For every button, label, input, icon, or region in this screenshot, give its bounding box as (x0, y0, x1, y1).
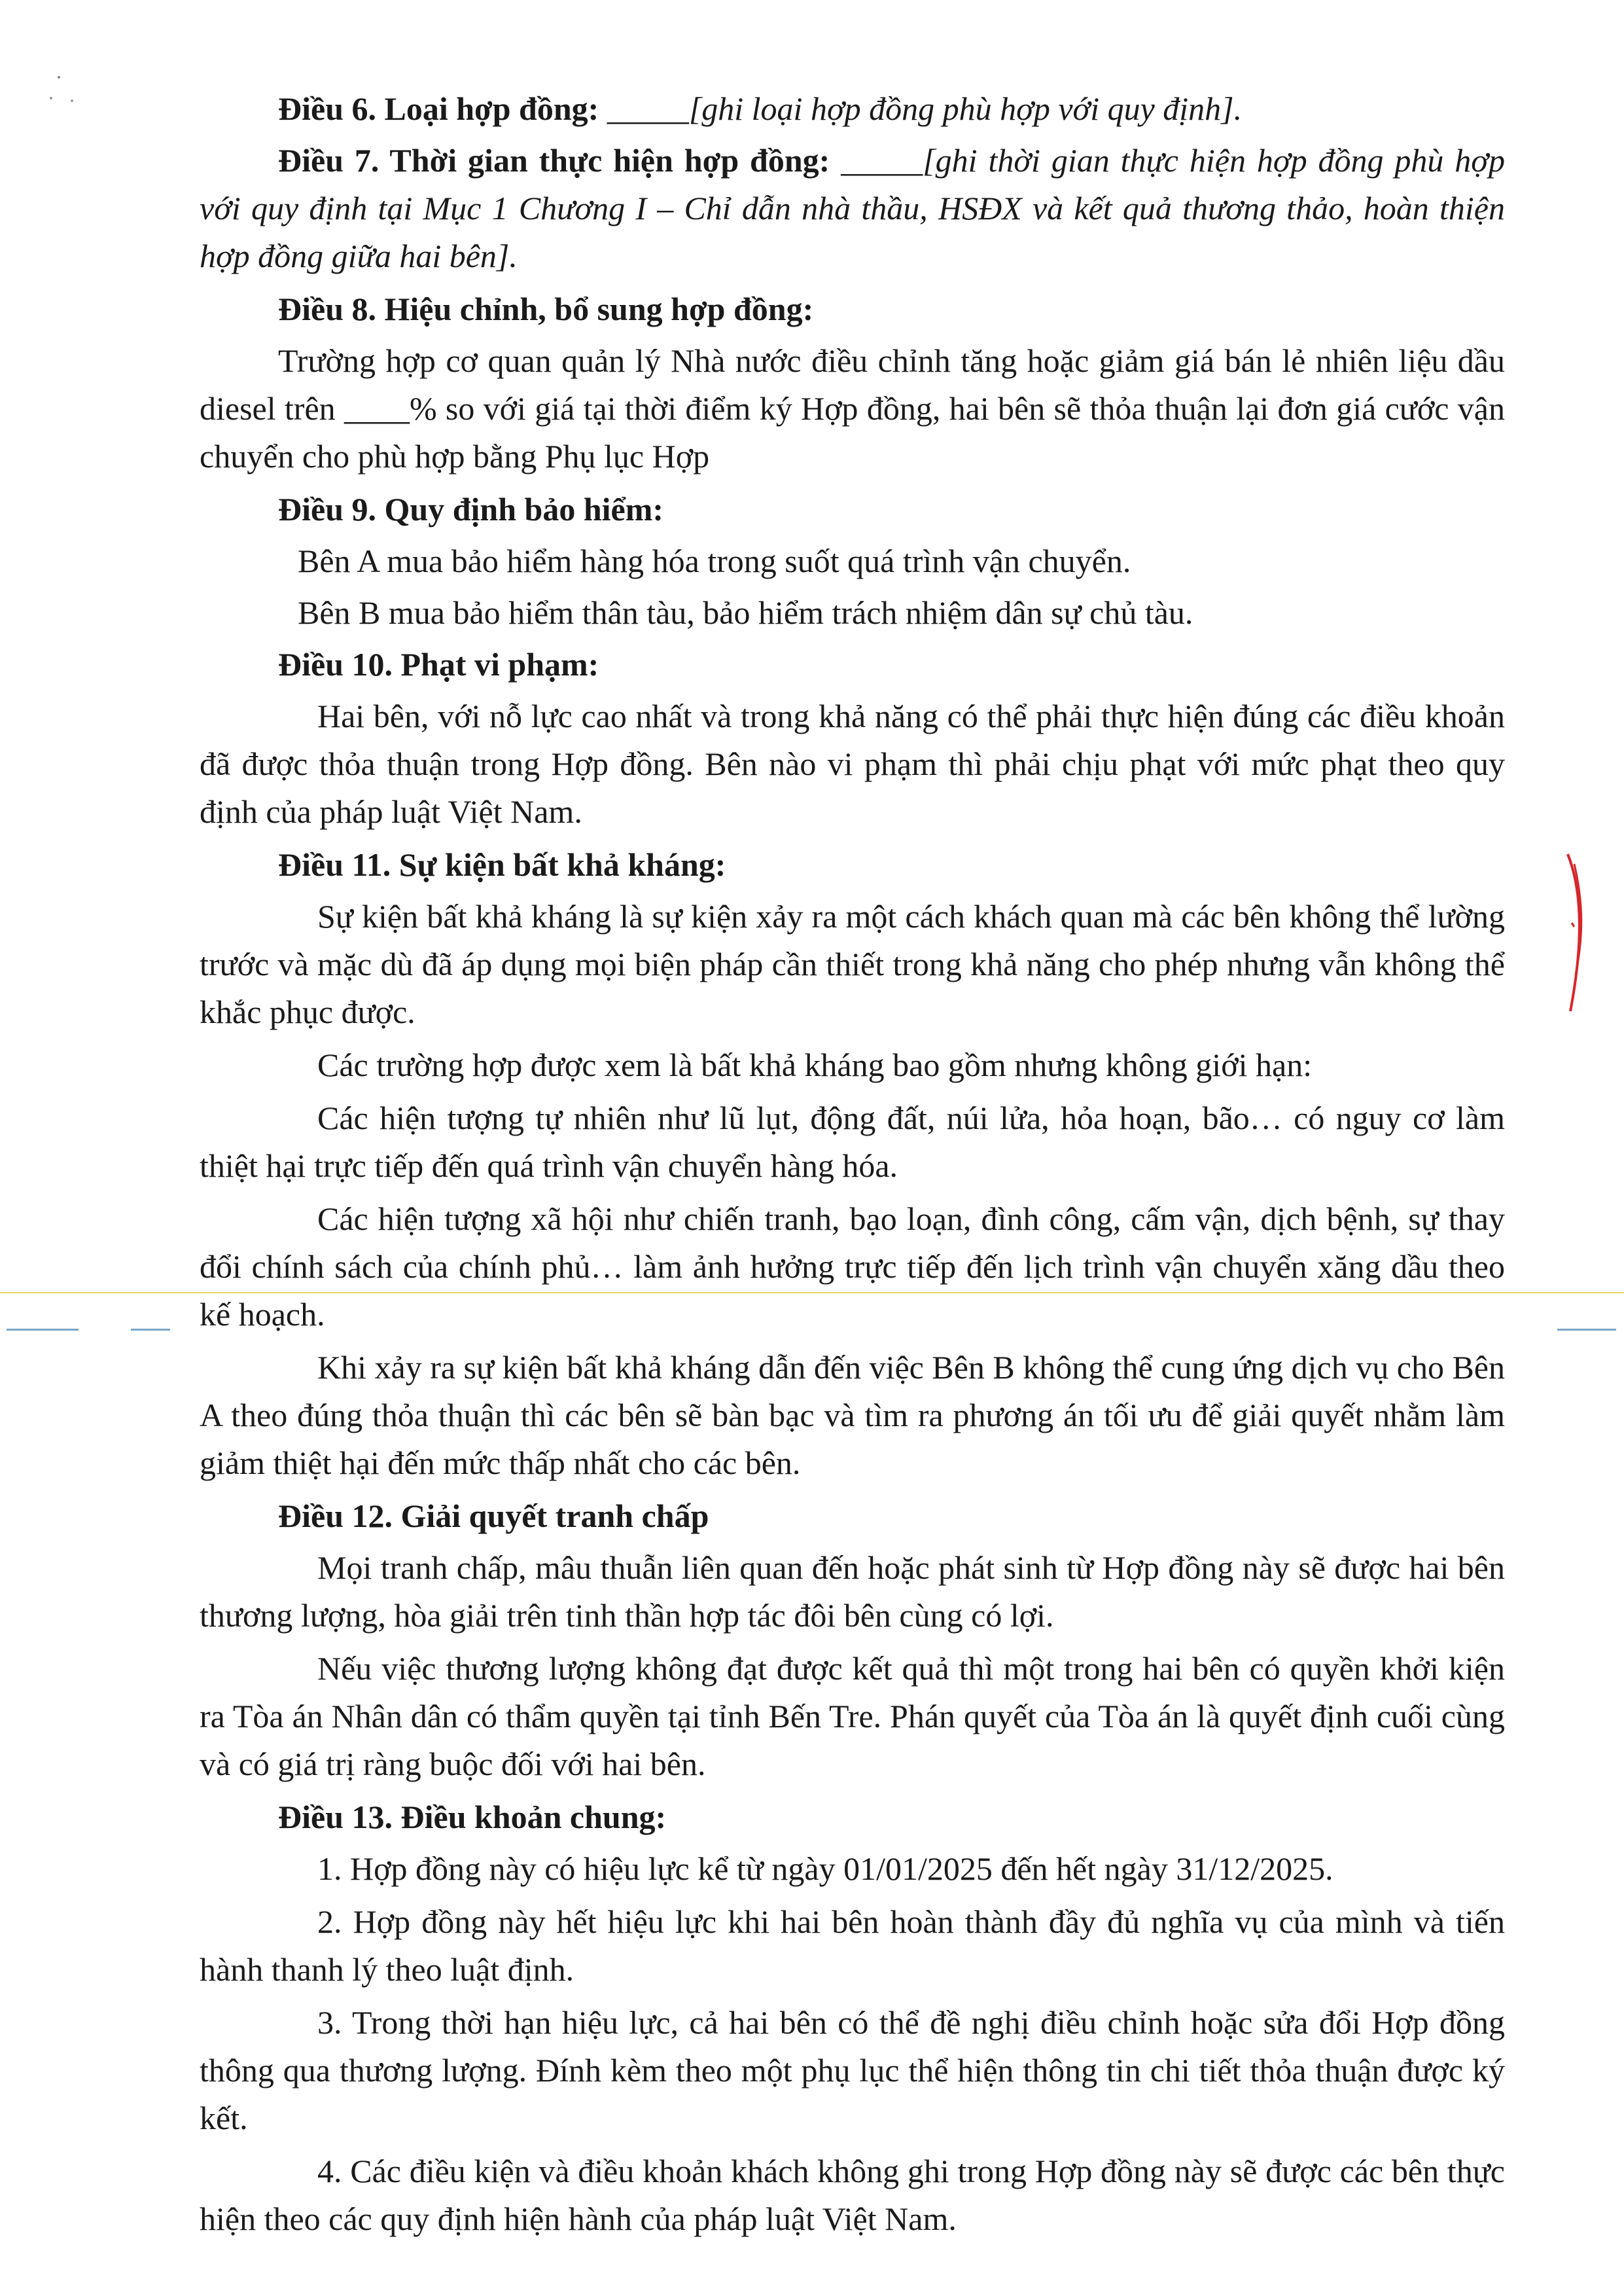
article-7-label: Điều 7. Thời gian thực hiện hợp đồng: (278, 142, 841, 179)
article-8-text-after: % so với giá tại thời điểm ký Hợp đồng, hai bên sẽ thỏa thuận lại đơn giá cước vận chuyển cho phù hợp bằng Phụ lục Hợp (200, 390, 1505, 475)
article-8-text (200, 337, 1505, 480)
article-12-paragraph: Mọi tranh chấp, mâu thuẫn liên quan đến hoặc phát sinh từ Hợp đồng này sẽ được hai bên thương lượng, hòa giải trên tinh thần hợp tác đôi bên cùng có lợi. (200, 1549, 1505, 1634)
article-8-blank: ____ (344, 390, 410, 427)
article-6 (200, 85, 1505, 133)
article-12-paragraph: Nếu việc thương lượng không đạt được kết quả thì một trong hai bên có quyền khởi kiện ra Tòa án Nhân dân có thẩm quyền tại tỉnh Bến Tre. Phán quyết của Tòa án là quyết định cuối cùng và có giá trị ràng buộc đối với hai bên. (200, 1650, 1505, 1782)
article-9-line: Bên A mua bảo hiểm hàng hóa trong suốt quá trình vận chuyển. (298, 543, 1131, 579)
article-8-heading: Điều 8. Hiệu chỉnh, bổ sung hợp đồng: (278, 291, 814, 327)
article-6-blank: _____ (607, 90, 689, 127)
article-13-paragraph: 1. Hợp đồng này có hiệu lực kể từ ngày 01/01/2025 đến hết ngày 31/12/2025. (317, 1850, 1333, 1887)
article-9-line: Bên B mua bảo hiểm thân tàu, bảo hiểm trách nhiệm dân sự chủ tàu. (298, 594, 1193, 631)
article-13-paragraph: 3. Trong thời hạn hiệu lực, cả hai bên có thể đề nghị điều chỉnh hoặc sửa đổi Hợp đồng thông qua thương lượng. Đính kèm theo một phụ lục thể hiện thông tin chi tiết thỏa thuận được ký kết. (200, 2004, 1505, 2136)
article-10-text: Hai bên, với nỗ lực cao nhất và trong khả năng có thể phải thực hiện đúng các điều khoản đã được thỏa thuận trong Hợp đồng. Bên nào vi phạm thì phải chịu phạt với mức phạt theo quy định của pháp luật Việt Nam. (200, 698, 1505, 830)
article-7 (200, 137, 1505, 280)
article-11-paragraph: Các hiện tượng xã hội như chiến tranh, bạo loạn, đình công, cấm vận, dịch bệnh, sự thay đổi chính sách của chính phủ… làm ảnh hưởng trực tiếp đến lịch trình vận chuyển xăng dầu theo kế hoạch. (200, 1200, 1505, 1333)
article-10-heading: Điều 10. Phạt vi phạm: (278, 646, 599, 683)
article-12-heading: Điều 12. Giải quyết tranh chấp (278, 1498, 709, 1534)
article-8-text-before: Trường hợp cơ quan quản lý Nhà nước điều chỉnh tăng hoặc giảm giá bán lẻ nhiên liệu dầu diesel trên (200, 342, 1505, 427)
article-6-note: [ghi loại hợp đồng phù hợp với quy định]. (688, 90, 1243, 127)
scan-artifact-dash (7, 1329, 79, 1331)
article-13-paragraph: 2. Hợp đồng này hết hiệu lực khi hai bên hoàn thành đầy đủ nghĩa vụ của mình và tiến hành thanh lý theo luật định. (200, 1903, 1505, 1988)
scan-artifact-dash (131, 1329, 170, 1331)
article-11-paragraph: Các hiện tượng tự nhiên như lũ lụt, động đất, núi lửa, hỏa hoạn, bão… có nguy cơ làm thiệt hại trực tiếp đến quá trình vận chuyển hàng hóa. (200, 1100, 1505, 1184)
article-13-heading: Điều 13. Điều khoản chung: (278, 1799, 667, 1835)
article-11-paragraph: Sự kiện bất khả kháng là sự kiện xảy ra một cách khách quan mà các bên không thể lường trước và mặc dù đã áp dụng mọi biện pháp cần thiết trong khả năng cho phép nhưng vẫn không thể khắc phục được. (200, 898, 1505, 1030)
article-7-blank: _____ (841, 142, 923, 179)
scan-dots (46, 72, 85, 111)
article-6-label: Điều 6. Loại hợp đồng: (278, 90, 607, 127)
scan-artifact-dash (1557, 1329, 1616, 1331)
contract-page (200, 85, 1505, 2248)
article-11-paragraph: Khi xảy ra sự kiện bất khả kháng dẫn đến việc Bên B không thể cung ứng dịch vụ cho Bên A theo đúng thỏa thuận thì các bên sẽ bàn bạc và tìm ra phương án tối ưu để giải quyết nhằm làm giảm thiệt hại đến mức thấp nhất cho các bên. (200, 1349, 1505, 1481)
article-11-heading: Điều 11. Sự kiện bất khả kháng: (278, 846, 726, 883)
article-9-heading: Điều 9. Quy định bảo hiểm: (278, 491, 664, 528)
article-7-note: [ghi thời gian thực hiện hợp đồng phù hợp với quy định tại Mục 1 Chương I – Chỉ dẫn nhà thầu, HSĐX và kết quả thương thảo, hoàn thiện hợp đồng giữa hai bên]. (200, 142, 1505, 274)
article-13-paragraph: 4. Các điều kiện và điều khoản khách không ghi trong Hợp đồng này sẽ được các bên thực hiện theo các quy định hiện hành của pháp luật Việt Nam. (200, 2153, 1505, 2237)
red-stamp-edge (1565, 851, 1585, 1014)
article-11-paragraph: Các trường hợp được xem là bất khả kháng bao gồm nhưng không giới hạn: (317, 1047, 1313, 1083)
